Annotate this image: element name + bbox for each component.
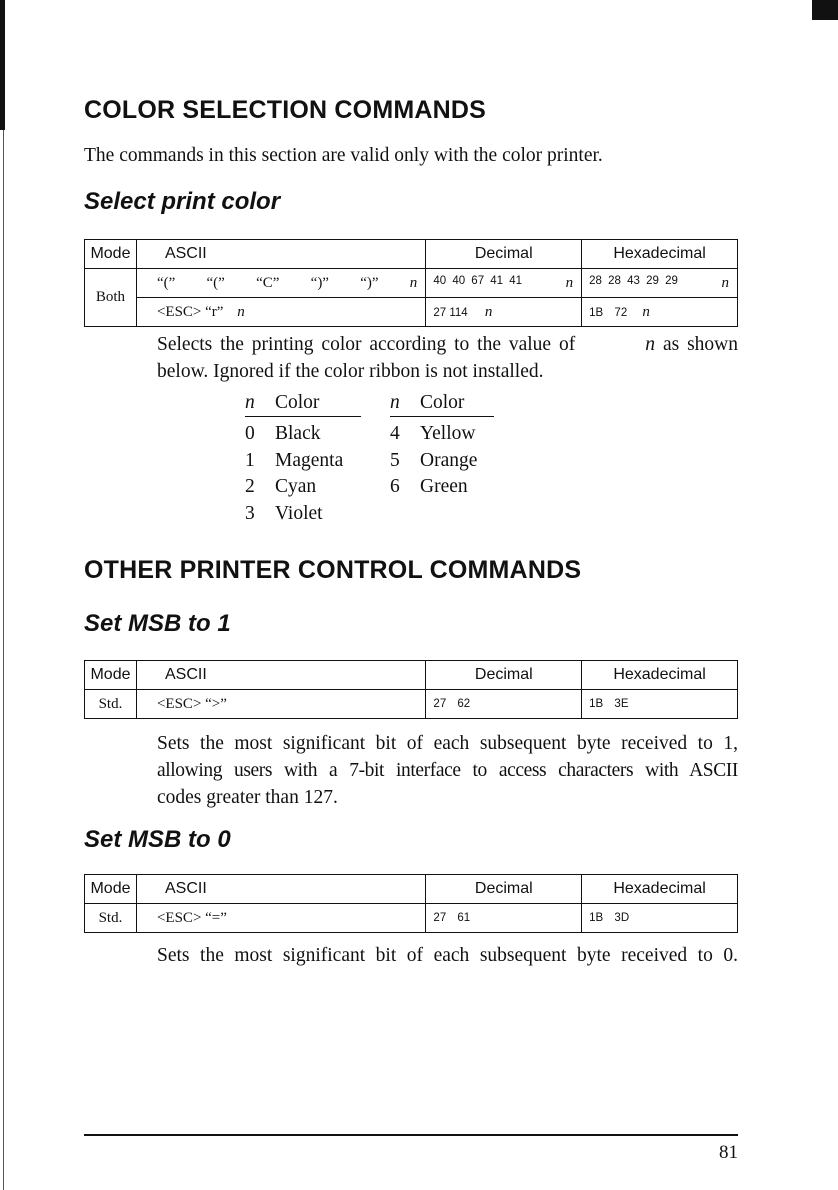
decimal-cell: 27 62 [426, 690, 582, 719]
table-header-row [85, 240, 738, 269]
color-header-label: Color [275, 392, 320, 413]
command-table-select-print-color [84, 239, 738, 327]
section-title-other-printer-control: OTHER PRINTER CONTROL COMMANDS [84, 556, 582, 584]
color-name: Green [420, 476, 468, 497]
hex-cell: 1B 3D [582, 904, 738, 933]
hex-cell: 1B 3E [582, 690, 738, 719]
color-table-header [245, 392, 361, 417]
desc-param: n [645, 334, 655, 355]
page-number: 81 [719, 1142, 738, 1163]
header-mode: Mode [85, 240, 137, 269]
color-row [245, 501, 361, 528]
color-row [245, 474, 361, 501]
ascii-cell: <ESC> “=” [136, 904, 425, 933]
mode-cell: Std. [85, 690, 137, 719]
ascii-token: “)” [360, 274, 379, 291]
ascii-token: “)” [310, 274, 329, 291]
hex-cell [582, 269, 738, 298]
header-mode: Mode [85, 661, 137, 690]
command-table-set-msb-0 [84, 874, 738, 933]
header-ascii: ASCII [136, 875, 425, 904]
ascii-cell [136, 298, 425, 327]
footer-rule [84, 1134, 738, 1136]
command-description-line: Sets the most significant bit of each subsequent byte received to 1, [157, 733, 738, 754]
color-row [245, 421, 361, 448]
command-title-select-print-color: Select print color [84, 188, 281, 215]
color-row [390, 448, 494, 475]
ascii-value: <ESC> “r” [156, 303, 224, 320]
table-row [85, 690, 738, 719]
ascii-token: “C” [256, 274, 280, 291]
table-header-row [85, 661, 738, 690]
hex-values: 28 28 43 29 29 [589, 274, 678, 287]
color-row [390, 421, 494, 448]
header-hex: Hexadecimal [582, 875, 738, 904]
section-title-color-selection: COLOR SELECTION COMMANDS [84, 96, 487, 124]
color-row [390, 474, 494, 501]
color-header-n: n [390, 392, 400, 413]
header-decimal: Decimal [426, 661, 582, 690]
decimal-param: n [484, 303, 493, 320]
ascii-param: n [409, 274, 418, 291]
ascii-cell: <ESC> “>” [136, 690, 425, 719]
color-name: Black [275, 423, 321, 444]
command-description-line [157, 331, 738, 358]
color-code: 1 [245, 449, 255, 471]
ascii-token: “(” [156, 274, 176, 291]
table-row [85, 269, 738, 298]
hex-param: n [642, 303, 650, 320]
color-name: Magenta [275, 449, 344, 471]
color-header-label: Color [420, 392, 465, 413]
command-description-line: allowing users with a 7-bit interface to access characters with ASCII [157, 760, 738, 781]
desc-text-end [645, 331, 738, 358]
ascii-cell [136, 269, 425, 298]
table-row [85, 298, 738, 327]
decimal-cell: 27 61 [426, 904, 582, 933]
ascii-param: n [237, 303, 245, 320]
desc-text: Selects the printing color according to the value of [157, 334, 576, 355]
color-code: 3 [245, 502, 255, 524]
command-description-line: Sets the most significant bit of each subsequent byte received to 0. [157, 945, 738, 966]
command-description-line: below. Ignored if the color ribbon is not installed. [157, 361, 544, 382]
color-code: 0 [245, 423, 255, 444]
color-name: Orange [420, 449, 478, 471]
header-ascii: ASCII [136, 661, 425, 690]
decimal-values: 40 40 67 41 41 [433, 274, 523, 287]
scan-corner-mark [812, 0, 838, 20]
command-title-set-msb-0: Set MSB to 0 [84, 826, 231, 853]
color-code: 4 [390, 423, 400, 444]
color-row [245, 448, 361, 475]
decimal-param: n [565, 274, 574, 291]
hex-cell [582, 298, 738, 327]
color-code: 2 [245, 476, 255, 497]
command-table-set-msb-1 [84, 660, 738, 719]
table-row [85, 904, 738, 933]
mode-cell: Both [85, 269, 137, 327]
command-description-line: codes greater than 127. [157, 787, 338, 808]
color-code: 5 [390, 449, 400, 471]
color-code: 6 [390, 476, 400, 497]
header-ascii: ASCII [136, 240, 425, 269]
color-table-right [390, 392, 494, 501]
color-name: Cyan [275, 476, 317, 497]
color-name: Yellow [420, 423, 476, 444]
ascii-token: “(” [206, 274, 225, 291]
header-hex: Hexadecimal [582, 661, 738, 690]
scan-edge-mark [0, 0, 5, 130]
header-mode: Mode [85, 875, 137, 904]
decimal-cell [426, 298, 582, 327]
decimal-values: 27 114 [433, 306, 468, 319]
mode-cell: Std. [85, 904, 137, 933]
table-header-row [85, 875, 738, 904]
color-table-header [390, 392, 494, 417]
header-hex: Hexadecimal [582, 240, 738, 269]
hex-values: 1B 72 [589, 306, 628, 319]
decimal-cell [426, 269, 582, 298]
desc-text: as shown [662, 334, 738, 355]
hex-param: n [721, 274, 729, 291]
color-table-left [245, 392, 361, 527]
header-decimal: Decimal [426, 240, 582, 269]
color-name: Violet [275, 502, 323, 524]
header-decimal: Decimal [426, 875, 582, 904]
scan-edge-line [3, 130, 4, 1190]
color-header-n: n [245, 392, 255, 413]
section-intro: The commands in this section are valid only with the color printer. [84, 145, 603, 166]
command-title-set-msb-1: Set MSB to 1 [84, 610, 231, 637]
